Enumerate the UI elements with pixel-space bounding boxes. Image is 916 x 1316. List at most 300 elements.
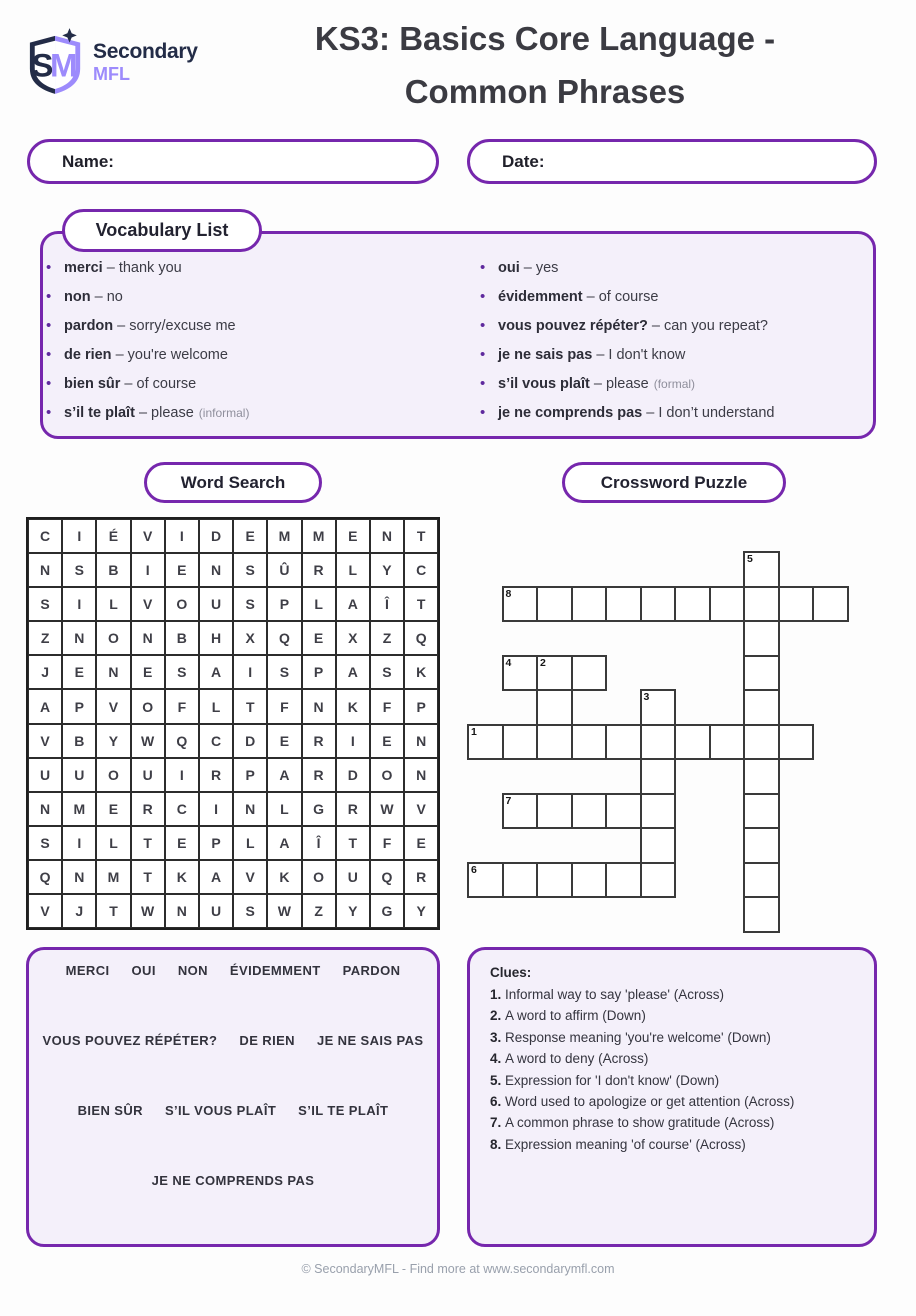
- wordbank-word: NON: [177, 963, 208, 978]
- wordsearch-cell: K: [336, 689, 370, 723]
- wordsearch-cell: X: [233, 621, 267, 655]
- crossword-cell: [640, 724, 677, 761]
- crossword-cell: [743, 586, 780, 623]
- vocab-definition: – of course: [582, 288, 659, 305]
- wordsearch-cell: B: [96, 553, 130, 587]
- crossword-cell: [536, 793, 573, 830]
- wordbank-line: [29, 963, 437, 979]
- wordsearch-cell: S: [267, 655, 301, 689]
- wordsearch-cell: F: [370, 826, 404, 860]
- wordsearch-cell: M: [267, 519, 301, 553]
- name-field-box: [27, 139, 439, 184]
- crossword-cell: [502, 793, 539, 830]
- wordsearch-cell: O: [165, 587, 199, 621]
- clue-item: [490, 1112, 854, 1133]
- wordsearch-cell: R: [302, 724, 336, 758]
- crossword-cell: [640, 758, 677, 795]
- crossword-cell: [743, 896, 780, 933]
- logo: [27, 28, 198, 96]
- crossword-cell: [467, 724, 504, 761]
- bullet-icon: •: [46, 259, 52, 276]
- wordsearch-cell: I: [199, 792, 233, 826]
- wordbank-word: BIEN SÛR: [77, 1103, 143, 1118]
- crossword-cell-number: 8: [505, 587, 512, 600]
- crossword-cell: [571, 862, 608, 899]
- wordsearch-cell: L: [233, 826, 267, 860]
- wordsearch-cell: G: [302, 792, 336, 826]
- vocab-item: [46, 398, 456, 427]
- vocab-term: je ne sais pas: [498, 346, 593, 363]
- crossword-cell: [674, 724, 711, 761]
- crossword-cell: [605, 586, 642, 623]
- wordbank-line: [29, 1103, 437, 1119]
- wordsearch-cell: D: [199, 519, 233, 553]
- wordsearch-cell: K: [267, 860, 301, 894]
- wordsearch-cell: A: [336, 587, 370, 621]
- wordsearch-cell: É: [96, 519, 130, 553]
- vocab-definition: – can you repeat?: [647, 317, 768, 334]
- crossword-cell: [778, 724, 815, 761]
- crossword-grid: [467, 551, 852, 935]
- clue-item: [490, 1027, 854, 1048]
- bullet-icon: •: [480, 404, 486, 421]
- wordsearch-cell: O: [302, 860, 336, 894]
- vocab-term: je ne comprends pas: [498, 404, 643, 421]
- crossword-cell-number: 2: [540, 656, 546, 669]
- crossword-cell: [502, 655, 539, 692]
- wordsearch-cell: M: [96, 860, 130, 894]
- wordsearch-cell: A: [267, 758, 301, 792]
- wordsearch-cell: E: [404, 826, 438, 860]
- wordsearch-cell: U: [62, 758, 96, 792]
- crossword-cell: [640, 689, 677, 726]
- wordsearch-cell: N: [302, 689, 336, 723]
- wordbank-box: [26, 947, 440, 1247]
- wordsearch-title: Word Search: [180, 472, 286, 492]
- clue-item: [490, 984, 854, 1005]
- wordsearch-cell: I: [165, 758, 199, 792]
- wordsearch-cell: R: [302, 553, 336, 587]
- wordsearch-cell: S: [233, 553, 267, 587]
- bullet-icon: •: [480, 317, 486, 334]
- crossword-cell: [536, 689, 573, 726]
- wordsearch-cell: I: [336, 724, 370, 758]
- wordsearch-cell: Û: [267, 553, 301, 587]
- wordsearch-cell: A: [336, 655, 370, 689]
- vocab-item: [480, 369, 890, 398]
- vocab-definition: – I don’t understand: [642, 404, 775, 421]
- wordsearch-cell: N: [165, 894, 199, 928]
- clue-number: 7.: [490, 1115, 506, 1131]
- crossword-cell: [743, 655, 780, 692]
- bullet-icon: •: [46, 346, 52, 363]
- wordsearch-cell: Z: [28, 621, 62, 655]
- vocab-term: de rien: [64, 346, 112, 363]
- wordsearch-cell: A: [199, 860, 233, 894]
- vocab-item: [480, 282, 890, 311]
- crossword-cell-number: 7: [505, 794, 512, 807]
- wordsearch-cell: T: [233, 689, 267, 723]
- wordsearch-cell: E: [62, 655, 96, 689]
- crossword-cell: [743, 620, 780, 657]
- clue-text: Informal way to say 'please' (Across): [505, 987, 724, 1002]
- wordsearch-cell: Î: [370, 587, 404, 621]
- wordsearch-cell: S: [28, 587, 62, 621]
- wordsearch-cell: D: [233, 724, 267, 758]
- clues-box: [467, 947, 877, 1247]
- wordsearch-cell: Î: [302, 826, 336, 860]
- vocab-item: [46, 253, 456, 282]
- clue-text: Expression for 'I don't know' (Down): [505, 1072, 720, 1088]
- wordsearch-cell: V: [404, 792, 438, 826]
- clue-number: 8.: [490, 1136, 506, 1152]
- wordsearch-cell: P: [267, 587, 301, 621]
- wordsearch-cell: V: [28, 894, 62, 928]
- clues-title: Clues:: [490, 965, 532, 980]
- wordsearch-cell: S: [233, 587, 267, 621]
- wordsearch-cell: K: [165, 860, 199, 894]
- brand-name: [93, 41, 198, 83]
- crossword-cell: [571, 586, 608, 623]
- wordsearch-cell: X: [336, 621, 370, 655]
- crossword-cell-number: 6: [471, 863, 477, 876]
- wordsearch-cell: Z: [302, 894, 336, 928]
- wordsearch-cell: W: [267, 894, 301, 928]
- wordsearch-cell: N: [28, 553, 62, 587]
- brand-top: Secondary: [93, 40, 198, 63]
- crossword-cell: [502, 586, 539, 623]
- wordbank-word: JE NE SAIS PAS: [316, 1033, 424, 1048]
- crossword-cell: [674, 586, 711, 623]
- crossword-cell: [640, 793, 677, 830]
- wordsearch-cell: I: [62, 587, 96, 621]
- bullet-icon: •: [46, 317, 52, 334]
- crossword-cell: [536, 655, 573, 692]
- crossword-cell: [605, 862, 642, 899]
- crossword-cell: [743, 862, 780, 899]
- bullet-icon: •: [46, 404, 52, 421]
- bullet-icon: •: [46, 288, 52, 305]
- clue-item: [490, 1070, 854, 1091]
- wordsearch-cell: F: [267, 689, 301, 723]
- vocab-term: merci: [64, 259, 103, 276]
- clue-item: [490, 1048, 854, 1069]
- wordsearch-cell: U: [199, 894, 233, 928]
- crossword-cell: [502, 862, 539, 899]
- crossword-cell: [743, 827, 780, 864]
- clue-item: [490, 1091, 854, 1112]
- wordbank-word: ÉVIDEMMENT: [229, 963, 321, 978]
- vocab-term: pardon: [64, 317, 114, 334]
- date-label: Date:: [502, 151, 545, 171]
- wordsearch-cell: G: [370, 894, 404, 928]
- clues-list: [490, 984, 854, 1155]
- crossword-title-pill: [562, 462, 786, 503]
- wordsearch-cell: W: [131, 894, 165, 928]
- crossword-cell: [467, 862, 504, 899]
- wordsearch-cell: Y: [404, 894, 438, 928]
- crossword-cell: [605, 793, 642, 830]
- crossword-cell: [743, 689, 780, 726]
- wordsearch-cell: F: [370, 689, 404, 723]
- wordsearch-cell: P: [62, 689, 96, 723]
- crossword-cell: [502, 724, 539, 761]
- wordsearch-cell: E: [302, 621, 336, 655]
- wordsearch-cell: I: [62, 519, 96, 553]
- wordsearch-cell: R: [199, 758, 233, 792]
- vocab-term: évidemment: [498, 288, 583, 305]
- wordsearch-cell: N: [96, 655, 130, 689]
- crossword-cell: [709, 724, 746, 761]
- wordsearch-cell: S: [370, 655, 404, 689]
- wordsearch-cell: P: [199, 826, 233, 860]
- vocab-item: [480, 311, 890, 340]
- wordsearch-cell: T: [336, 826, 370, 860]
- crossword-cell: [571, 793, 608, 830]
- wordsearch-cell: W: [370, 792, 404, 826]
- bullet-icon: •: [46, 375, 52, 392]
- wordsearch-cell: K: [404, 655, 438, 689]
- wordsearch-cell: S: [165, 655, 199, 689]
- wordsearch-cell: U: [199, 587, 233, 621]
- crossword-cell-number: 1: [471, 725, 477, 738]
- wordsearch-cell: U: [131, 758, 165, 792]
- page-title-line-2: Common Phrases: [404, 73, 686, 110]
- bullet-icon: •: [480, 346, 486, 363]
- vocab-item: [46, 282, 456, 311]
- wordsearch-cell: V: [96, 689, 130, 723]
- wordsearch-cell: A: [28, 689, 62, 723]
- wordsearch-cell: E: [233, 519, 267, 553]
- wordsearch-cell: E: [165, 826, 199, 860]
- clue-item: [490, 1134, 854, 1155]
- vocab-definition: – please: [589, 375, 649, 392]
- wordsearch-cell: Q: [165, 724, 199, 758]
- wordbank-word: OUI: [131, 963, 156, 978]
- clue-number: 4.: [490, 1051, 506, 1067]
- crossword-title: Crossword Puzzle: [600, 472, 748, 492]
- brand-bottom: MFL: [93, 64, 130, 84]
- wordsearch-cell: N: [404, 724, 438, 758]
- vocab-item: [480, 340, 890, 369]
- bullet-icon: •: [480, 375, 486, 392]
- vocab-section-title-pill: [62, 209, 262, 252]
- vocab-definition: – thank you: [102, 259, 182, 276]
- wordsearch-cell: Y: [96, 724, 130, 758]
- clue-text: A word to affirm (Down): [505, 1008, 646, 1024]
- crossword-cell: [709, 586, 746, 623]
- wordsearch-cell: N: [404, 758, 438, 792]
- name-label: Name:: [62, 151, 114, 171]
- wordsearch-cell: T: [96, 894, 130, 928]
- crossword-cell: [640, 862, 677, 899]
- wordsearch-cell: N: [233, 792, 267, 826]
- clue-number: 5.: [490, 1072, 506, 1088]
- wordsearch-cell: R: [404, 860, 438, 894]
- wordsearch-cell: L: [302, 587, 336, 621]
- crossword-cell: [536, 724, 573, 761]
- wordbank-word: VOUS POUVEZ RÉPÉTER?: [42, 1033, 218, 1048]
- clue-text: Expression meaning 'of course' (Across): [505, 1136, 746, 1152]
- wordsearch-cell: Q: [404, 621, 438, 655]
- wordsearch-cell: T: [404, 519, 438, 553]
- page-title: [220, 12, 870, 118]
- vocab-section-title: Vocabulary List: [95, 220, 229, 240]
- wordsearch-grid: [26, 517, 440, 930]
- wordsearch-cell: B: [165, 621, 199, 655]
- wordsearch-cell: E: [165, 553, 199, 587]
- wordsearch-cell: L: [199, 689, 233, 723]
- crossword-cell: [605, 724, 642, 761]
- wordsearch-cell: O: [370, 758, 404, 792]
- wordsearch-cell: N: [131, 621, 165, 655]
- wordsearch-cell: P: [404, 689, 438, 723]
- vocab-item: [46, 340, 456, 369]
- wordsearch-cell: S: [28, 826, 62, 860]
- vocab-definition: – I don't know: [592, 346, 686, 363]
- crossword-cell: [778, 586, 815, 623]
- wordbank-word: DE RIEN: [239, 1033, 295, 1048]
- vocab-note: (formal): [653, 376, 696, 391]
- crossword-cell: [536, 862, 573, 899]
- vocab-definition: – of course: [120, 375, 197, 392]
- wordsearch-cell: U: [336, 860, 370, 894]
- wordsearch-cell: I: [233, 655, 267, 689]
- wordsearch-cell: Q: [370, 860, 404, 894]
- vocab-list-right: [480, 253, 890, 427]
- wordsearch-cell: O: [96, 621, 130, 655]
- vocab-term: oui: [498, 259, 520, 276]
- crossword-cell-number: 3: [643, 691, 650, 703]
- wordsearch-cell: A: [199, 655, 233, 689]
- vocab-list-left: [46, 253, 456, 427]
- crossword-cell: [536, 586, 573, 623]
- wordsearch-cell: P: [233, 758, 267, 792]
- wordsearch-cell: Q: [28, 860, 62, 894]
- wordsearch-cell: V: [28, 724, 62, 758]
- wordsearch-cell: N: [370, 519, 404, 553]
- wordsearch-cell: U: [28, 758, 62, 792]
- crossword-cell: [743, 793, 780, 830]
- vocab-definition: – you're welcome: [111, 346, 228, 363]
- wordbank-word: S’IL VOUS PLAÎT: [164, 1103, 277, 1118]
- wordsearch-cell: Y: [370, 553, 404, 587]
- clue-number: 6.: [490, 1094, 506, 1110]
- wordsearch-cell: N: [62, 860, 96, 894]
- crossword-cell: [571, 655, 608, 692]
- vocab-term: bien sûr: [64, 375, 121, 392]
- wordsearch-cell: T: [404, 587, 438, 621]
- vocab-term: vous pouvez répéter?: [498, 317, 648, 334]
- wordsearch-cell: F: [165, 689, 199, 723]
- bullet-icon: •: [480, 288, 486, 305]
- wordsearch-title-pill: [144, 462, 322, 503]
- wordsearch-cell: E: [336, 519, 370, 553]
- crossword-cell: [640, 586, 677, 623]
- wordsearch-cell: Z: [370, 621, 404, 655]
- wordbank-line: [29, 1173, 437, 1189]
- vocab-definition: – yes: [519, 259, 559, 276]
- wordsearch-cell: T: [131, 860, 165, 894]
- wordsearch-cell: J: [62, 894, 96, 928]
- wordsearch-cell: O: [96, 758, 130, 792]
- wordsearch-cell: I: [165, 519, 199, 553]
- wordsearch-cell: A: [267, 826, 301, 860]
- wordsearch-cell: E: [370, 724, 404, 758]
- footer-text: © SecondaryMFL - Find more at www.secondarymfl.com: [301, 1262, 615, 1276]
- wordsearch-cell: R: [336, 792, 370, 826]
- svg-text:S: S: [31, 46, 54, 84]
- vocab-item: [480, 398, 890, 427]
- wordbank-word: S’IL TE PLAÎT: [298, 1103, 389, 1118]
- wordsearch-cell: L: [267, 792, 301, 826]
- wordsearch-cell: N: [28, 792, 62, 826]
- wordsearch-cell: I: [131, 553, 165, 587]
- vocab-term: s’il vous plaît: [498, 375, 590, 392]
- svg-text:M: M: [50, 46, 78, 84]
- vocab-item: [480, 253, 890, 282]
- vocab-item: [46, 369, 456, 398]
- clue-item: [490, 1005, 854, 1026]
- vocab-definition: – please: [134, 404, 194, 421]
- wordsearch-cell: O: [131, 689, 165, 723]
- crossword-cell: [640, 827, 677, 864]
- clue-text: Response meaning 'you're welcome' (Down): [505, 1029, 771, 1045]
- vocab-note: (informal): [198, 405, 250, 420]
- wordsearch-cell: W: [131, 724, 165, 758]
- clue-text: A common phrase to show gratitude (Across): [505, 1115, 775, 1131]
- vocab-item: [46, 311, 456, 340]
- wordsearch-cell: T: [131, 826, 165, 860]
- clue-text: A word to deny (Across): [505, 1051, 649, 1067]
- wordsearch-cell: V: [131, 519, 165, 553]
- wordsearch-cell: B: [62, 724, 96, 758]
- wordsearch-cell: C: [199, 724, 233, 758]
- wordsearch-cell: D: [336, 758, 370, 792]
- wordsearch-cell: E: [131, 655, 165, 689]
- wordsearch-cell: V: [233, 860, 267, 894]
- wordbank-word: PARDON: [342, 963, 401, 978]
- wordsearch-cell: L: [336, 553, 370, 587]
- wordsearch-cell: C: [404, 553, 438, 587]
- crossword-cell: [743, 724, 780, 761]
- vocab-term: non: [64, 288, 91, 305]
- crossword-cell: [571, 724, 608, 761]
- wordsearch-cell: P: [302, 655, 336, 689]
- vocab-definition: – no: [90, 288, 123, 305]
- clue-number: 3.: [490, 1029, 506, 1045]
- wordsearch-cell: C: [165, 792, 199, 826]
- wordbank-line: [29, 1033, 437, 1049]
- wordsearch-cell: L: [96, 826, 130, 860]
- wordsearch-cell: C: [28, 519, 62, 553]
- wordsearch-cell: Y: [336, 894, 370, 928]
- wordsearch-cell: N: [199, 553, 233, 587]
- crossword-cell-number: 5: [747, 553, 753, 565]
- wordsearch-cell: L: [96, 587, 130, 621]
- wordsearch-cell: M: [302, 519, 336, 553]
- wordbank-word: MERCI: [65, 963, 110, 978]
- wordsearch-cell: H: [199, 621, 233, 655]
- wordsearch-cell: S: [233, 894, 267, 928]
- clue-number: 2.: [490, 1008, 506, 1024]
- wordsearch-cell: V: [131, 587, 165, 621]
- wordsearch-cell: M: [62, 792, 96, 826]
- wordsearch-cell: E: [267, 724, 301, 758]
- wordsearch-cell: Q: [267, 621, 301, 655]
- wordsearch-cell: J: [28, 655, 62, 689]
- wordsearch-cell: R: [131, 792, 165, 826]
